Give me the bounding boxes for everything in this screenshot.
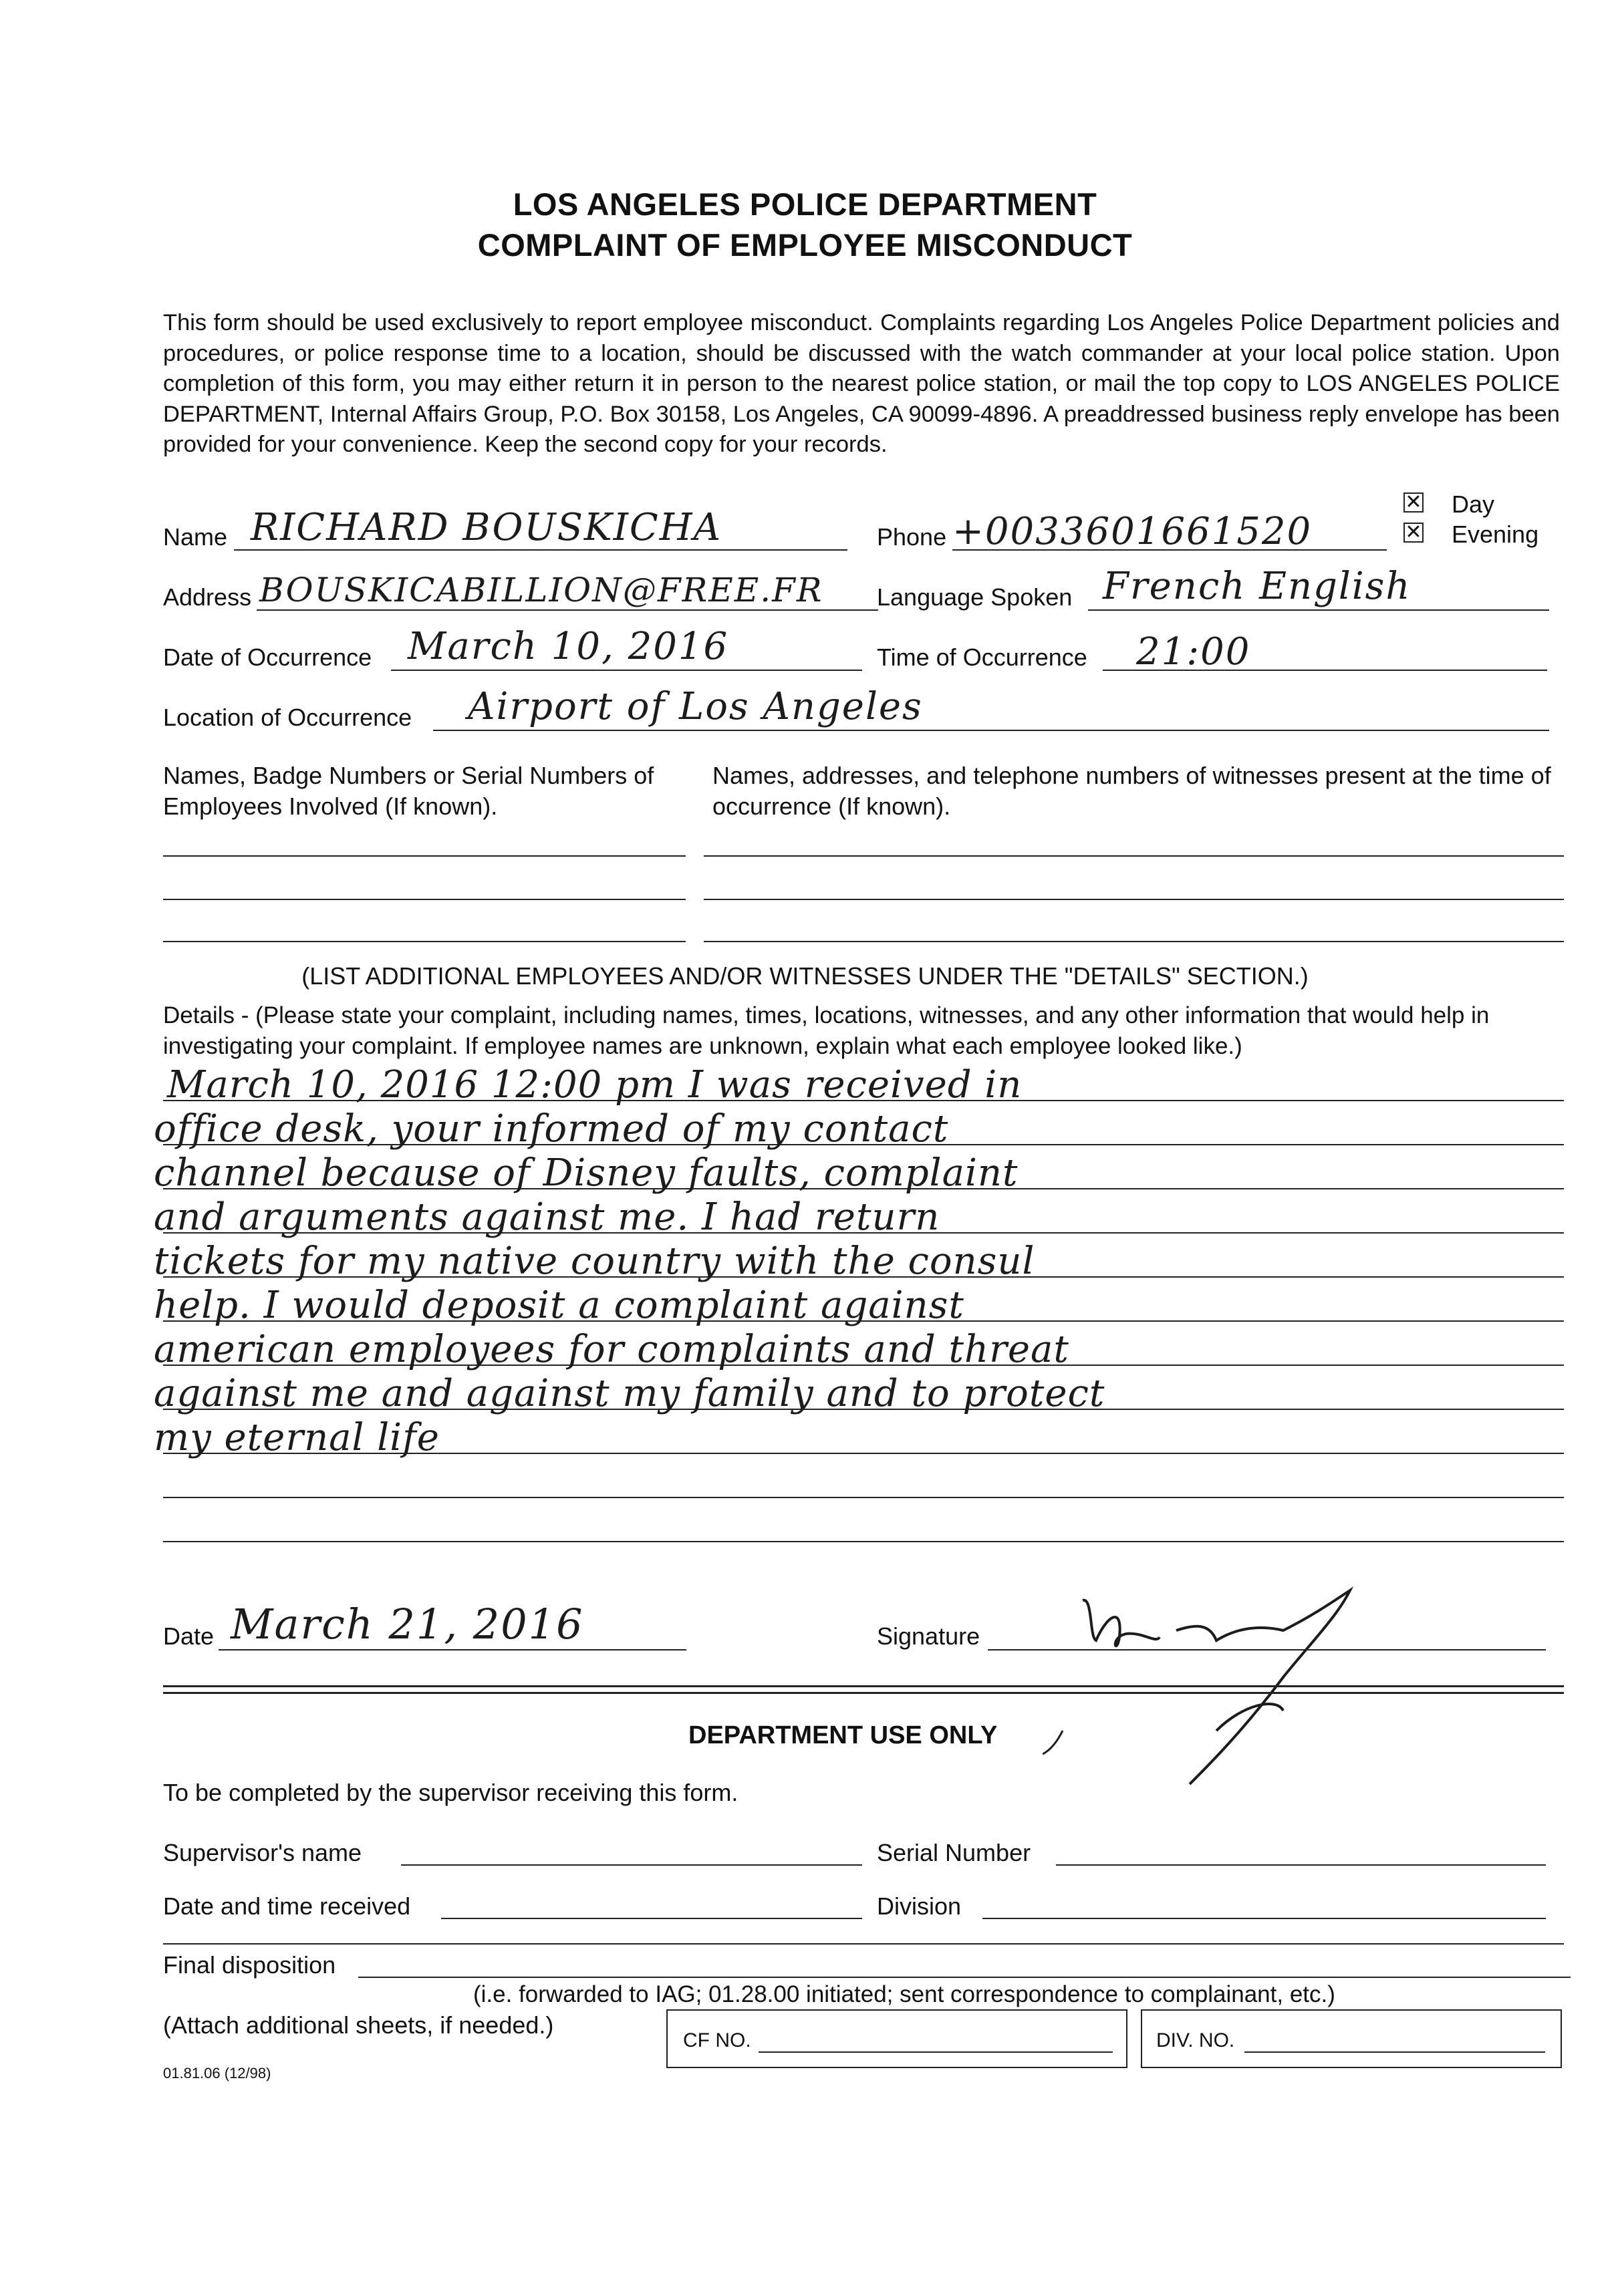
final-disposition-hint: (i.e. forwarded to IAG; 01.28.00 initiated; sent correspondence to complainant, etc.) xyxy=(473,1981,1335,2007)
supervisor-input[interactable] xyxy=(401,1864,862,1866)
witnesses-label: Names, addresses, and telephone numbers of witnesses present at the time of occurrence (If known). xyxy=(712,762,1551,820)
department-rule xyxy=(163,1943,1564,1945)
details-line-11 xyxy=(163,1541,1564,1542)
evening-checkbox[interactable]: ✕ xyxy=(1403,523,1424,543)
date-received-input[interactable] xyxy=(441,1918,862,1919)
intro-paragraph: This form should be used exclusively to report employee misconduct. Complaints regarding Los Angeles Police Department policies and procedures, or police response time to a location, should be discussed with the watch commander at your local police station. Upon completion of this form, you may either return it in person to the nearest police station, or mail the top copy to LOS ANGELES POLICE DEPARTMENT, Internal Affairs Group, P.O. Box 30158, Los Angeles, CA 90099-4896. A preaddressed business reply envelope has been provided for your convenience. Keep the second copy for your records. xyxy=(163,310,1560,457)
date-occurrence-line xyxy=(391,670,862,671)
serial-input[interactable] xyxy=(1056,1864,1546,1866)
name-label: Name xyxy=(163,523,228,551)
details-hw-line-7[interactable]: american employees for complaints and threat xyxy=(154,1328,1069,1371)
date-occurrence-value[interactable]: March 10, 2016 xyxy=(408,625,729,668)
details-hw-line-3[interactable]: channel because of Disney faults, complaint xyxy=(154,1151,1019,1195)
final-disposition-label: Final disposition xyxy=(163,1951,336,1979)
time-occurrence-value[interactable]: 21:00 xyxy=(1136,630,1251,674)
employee-line-1[interactable] xyxy=(163,855,686,857)
address-value[interactable]: BOUSKICABILLION@FREE.FR xyxy=(259,571,823,609)
employee-line-3[interactable] xyxy=(163,941,686,942)
form-title-line1: LOS ANGELES POLICE DEPARTMENT xyxy=(513,186,1097,222)
employee-line-2[interactable] xyxy=(163,899,686,900)
witness-line-2[interactable] xyxy=(704,899,1564,900)
witness-line-1[interactable] xyxy=(704,855,1564,857)
day-checkbox[interactable]: ✕ xyxy=(1403,492,1424,513)
form-title-line2: COMPLAINT OF EMPLOYEE MISCONDUCT xyxy=(477,227,1133,263)
time-occurrence-label: Time of Occurrence xyxy=(877,643,1087,671)
supervisor-label: Supervisor's name xyxy=(163,1839,362,1866)
witness-line-3[interactable] xyxy=(704,941,1564,942)
section-divider-bottom xyxy=(163,1692,1564,1694)
name-value[interactable]: RICHARD BOUSKICHA xyxy=(251,506,722,549)
details-label: Details - (Please state your complaint, including names, times, locations, witnesses, and any other information that would help in investigating your complaint. If employee names are unknown, explain what each employee looked like.) xyxy=(163,1002,1490,1059)
cf-number-line xyxy=(759,2051,1113,2053)
name-line xyxy=(234,549,847,551)
cf-number-label: CF NO. xyxy=(683,2029,751,2051)
details-line-10 xyxy=(163,1497,1564,1498)
date-received-label: Date and time received xyxy=(163,1892,411,1920)
details-hw-line-6[interactable]: help. I would deposit a complaint against xyxy=(154,1284,964,1327)
section-divider-top xyxy=(163,1685,1564,1687)
serial-label: Serial Number xyxy=(877,1839,1031,1866)
location-value[interactable]: Airport of Los Angeles xyxy=(468,685,923,728)
location-line xyxy=(433,730,1549,731)
details-hw-line-8[interactable]: against me and against my family and to protect xyxy=(154,1372,1105,1415)
attach-note: (Attach additional sheets, if needed.) xyxy=(163,2011,554,2039)
signature-label: Signature xyxy=(877,1622,980,1650)
language-label: Language Spoken xyxy=(877,583,1073,611)
language-value[interactable]: French English xyxy=(1103,565,1412,608)
location-label: Location of Occurrence xyxy=(163,704,412,731)
div-number-line xyxy=(1244,2051,1545,2053)
day-label: Day xyxy=(1452,490,1495,518)
phone-label: Phone xyxy=(877,523,947,551)
form-number: 01.81.06 (12/98) xyxy=(163,2065,271,2082)
details-hw-line-4[interactable]: and arguments against me. I had return xyxy=(154,1195,940,1239)
list-additional-note: (LIST ADDITIONAL EMPLOYEES AND/OR WITNESSES UNDER THE "DETAILS" SECTION.) xyxy=(301,962,1309,990)
signature-mark[interactable] xyxy=(1043,1577,1417,1791)
address-line xyxy=(257,609,878,611)
phone-value[interactable]: +0033601661520 xyxy=(952,510,1313,553)
submit-date-line xyxy=(219,1649,686,1651)
submit-date-value[interactable]: March 21, 2016 xyxy=(231,1600,584,1648)
date-occurrence-label: Date of Occurrence xyxy=(163,643,372,671)
final-disposition-input[interactable] xyxy=(358,1977,1571,1978)
department-use-title: DEPARTMENT USE ONLY xyxy=(688,1721,998,1749)
details-hw-line-1[interactable]: March 10, 2016 12:00 pm I was received in xyxy=(167,1063,1023,1107)
address-label: Address xyxy=(163,583,252,611)
details-hw-line-5[interactable]: tickets for my native country with the consul xyxy=(154,1240,1035,1283)
language-line xyxy=(1088,609,1549,611)
employees-label: Names, Badge Numbers or Serial Numbers of Employees Involved (If known). xyxy=(163,762,654,820)
department-note: To be completed by the supervisor receiving this form. xyxy=(163,1779,739,1806)
evening-label: Evening xyxy=(1452,521,1539,548)
division-label: Division xyxy=(877,1892,962,1920)
division-input[interactable] xyxy=(982,1918,1546,1919)
div-number-label: DIV. NO. xyxy=(1156,2029,1235,2051)
submit-date-label: Date xyxy=(163,1622,215,1650)
details-hw-line-9[interactable]: my eternal life xyxy=(154,1416,440,1459)
details-hw-line-2[interactable]: office desk, your informed of my contact xyxy=(154,1107,949,1151)
